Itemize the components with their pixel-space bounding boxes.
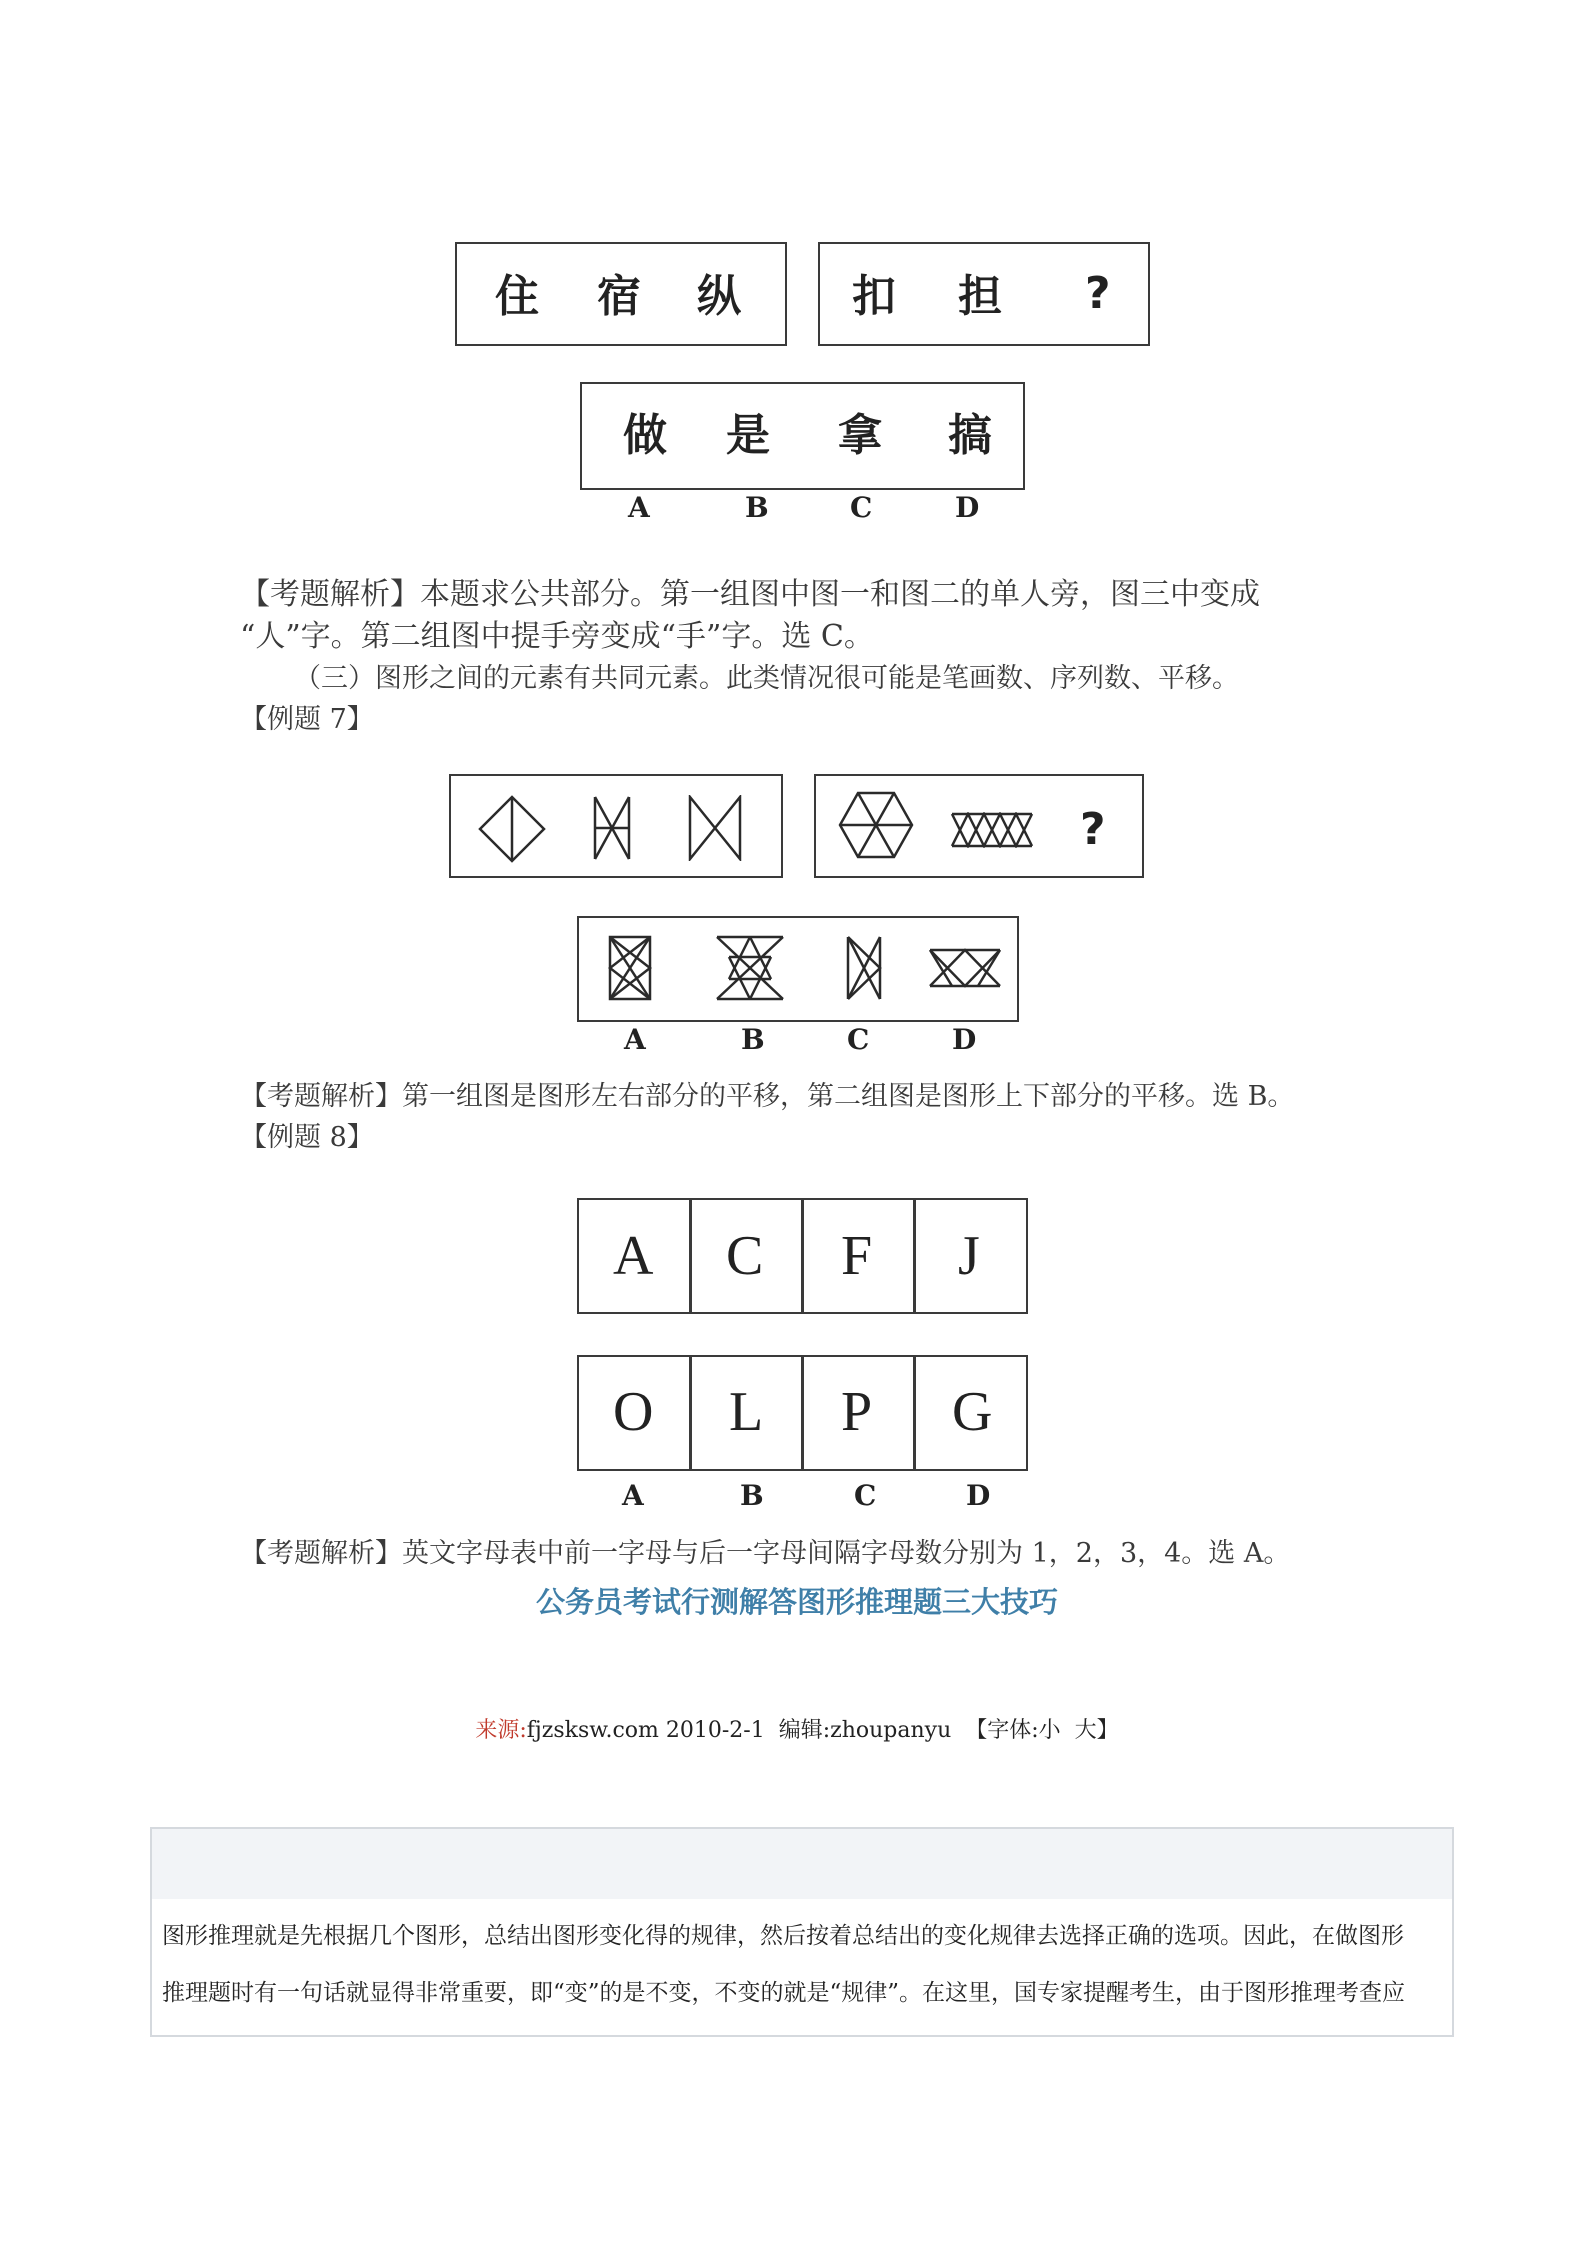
ex8-option-label-c: C [854,1479,877,1512]
diamond-split-icon [478,795,546,863]
zigzag-bowtie-icon [950,812,1034,848]
ex8-sequence-letter-1: A [613,1225,654,1287]
article-title[interactable]: 公务员考试行测解答图形推理题三大技巧 [535,1585,1058,1619]
ex6-option-char-c: 拿 [838,410,882,461]
ex8-option-label-d: D [966,1479,991,1512]
narrow-bowtie-icon [592,795,632,861]
article-panel [150,1827,1454,2037]
ex6-option-label-c: C [850,491,873,524]
ex7-question-mark: ? [1080,804,1106,855]
article-meta [0,1720,1594,1742]
bowtie-icon [687,795,743,861]
ex6-group2-char-1: 扣 [852,271,896,322]
ex8-option-letter-c: P [841,1381,873,1443]
analysis8: 【考题解析】英文字母表中前一字母与后一字母间隔字母数分别为 1，2，3，4。选 A。 [240,1538,1291,1569]
ex8-sequence-letter-2: C [726,1225,764,1287]
analysis6-line1: 【考题解析】本题求公共部分。第一组图中图一和图二的单人旁，图三中变成 [240,577,1260,612]
analysis6-line2: “人”字。第二组图中提手旁变成“手”字。选 C。 [240,619,874,654]
ex7-option-label-b: B [741,1023,765,1056]
ex7-option-label-c: C [847,1023,870,1056]
ex6-group1-char-3: 纵 [697,271,741,322]
article-body-line-1: 图形推理就是先根据几个图形，总结出图形变化得的规律，然后按着总结出的变化规律去选择正确的选项。因此，在做图形 [162,1923,1404,1949]
example8-heading: 【例题 8】 [240,1122,374,1153]
analysis7: 【考题解析】第一组图是图形左右部分的平移，第二组图是图形上下部分的平移。选 B。 [240,1081,1295,1112]
ex8-option-letter-b: L [729,1381,764,1443]
ex6-option-char-a: 做 [623,410,667,461]
double-triangle-icon [928,948,1002,988]
article-body-line-2: 推理题时有一句话就显得非常重要，即“变”的是不变，不变的就是“规律”。在这里，国专家提醒考生，由于图形推理考查应 [162,1980,1406,2006]
ex6-option-label-b: B [745,491,769,524]
ex6-question-mark: ? [1085,268,1111,319]
ex6-option-char-b: 是 [726,410,770,461]
source-meta: fjzsksw.com 2010-2-1 编辑:zhoupanyu 【字体:小 大】 [526,1718,1119,1743]
ex7-option-label-a: A [624,1023,646,1056]
ex8-sequence-letter-4: J [958,1225,980,1287]
narrow-bowtie-x-icon [845,935,883,1001]
ex6-group2-char-2: 担 [958,271,1002,322]
source-label: 来源: [475,1718,527,1743]
section-3-heading: （三）图形之间的元素有共同元素。此类情况很可能是笔画数、序列数、平移。 [294,663,1239,694]
ex6-option-label-a: A [628,491,650,524]
hourglass-icon [715,935,785,1001]
ex8-option-letter-d: G [952,1381,993,1443]
ex6-group1-char-1: 住 [495,271,539,322]
ex8-option-letter-a: O [613,1381,654,1443]
ex8-sequence-letter-3: F [841,1225,873,1287]
article-panel-header [152,1829,1452,1899]
bowtie-overlay-icon [608,935,652,1001]
hexagon-triangles-icon [838,790,914,860]
ex7-option-label-d: D [952,1023,977,1056]
ex8-option-label-b: B [740,1479,764,1512]
ex6-option-label-d: D [955,491,980,524]
ex6-option-char-d: 搞 [948,410,992,461]
example7-heading: 【例题 7】 [240,704,374,735]
ex6-group1-char-2: 宿 [597,271,641,322]
ex8-option-label-a: A [622,1479,644,1512]
